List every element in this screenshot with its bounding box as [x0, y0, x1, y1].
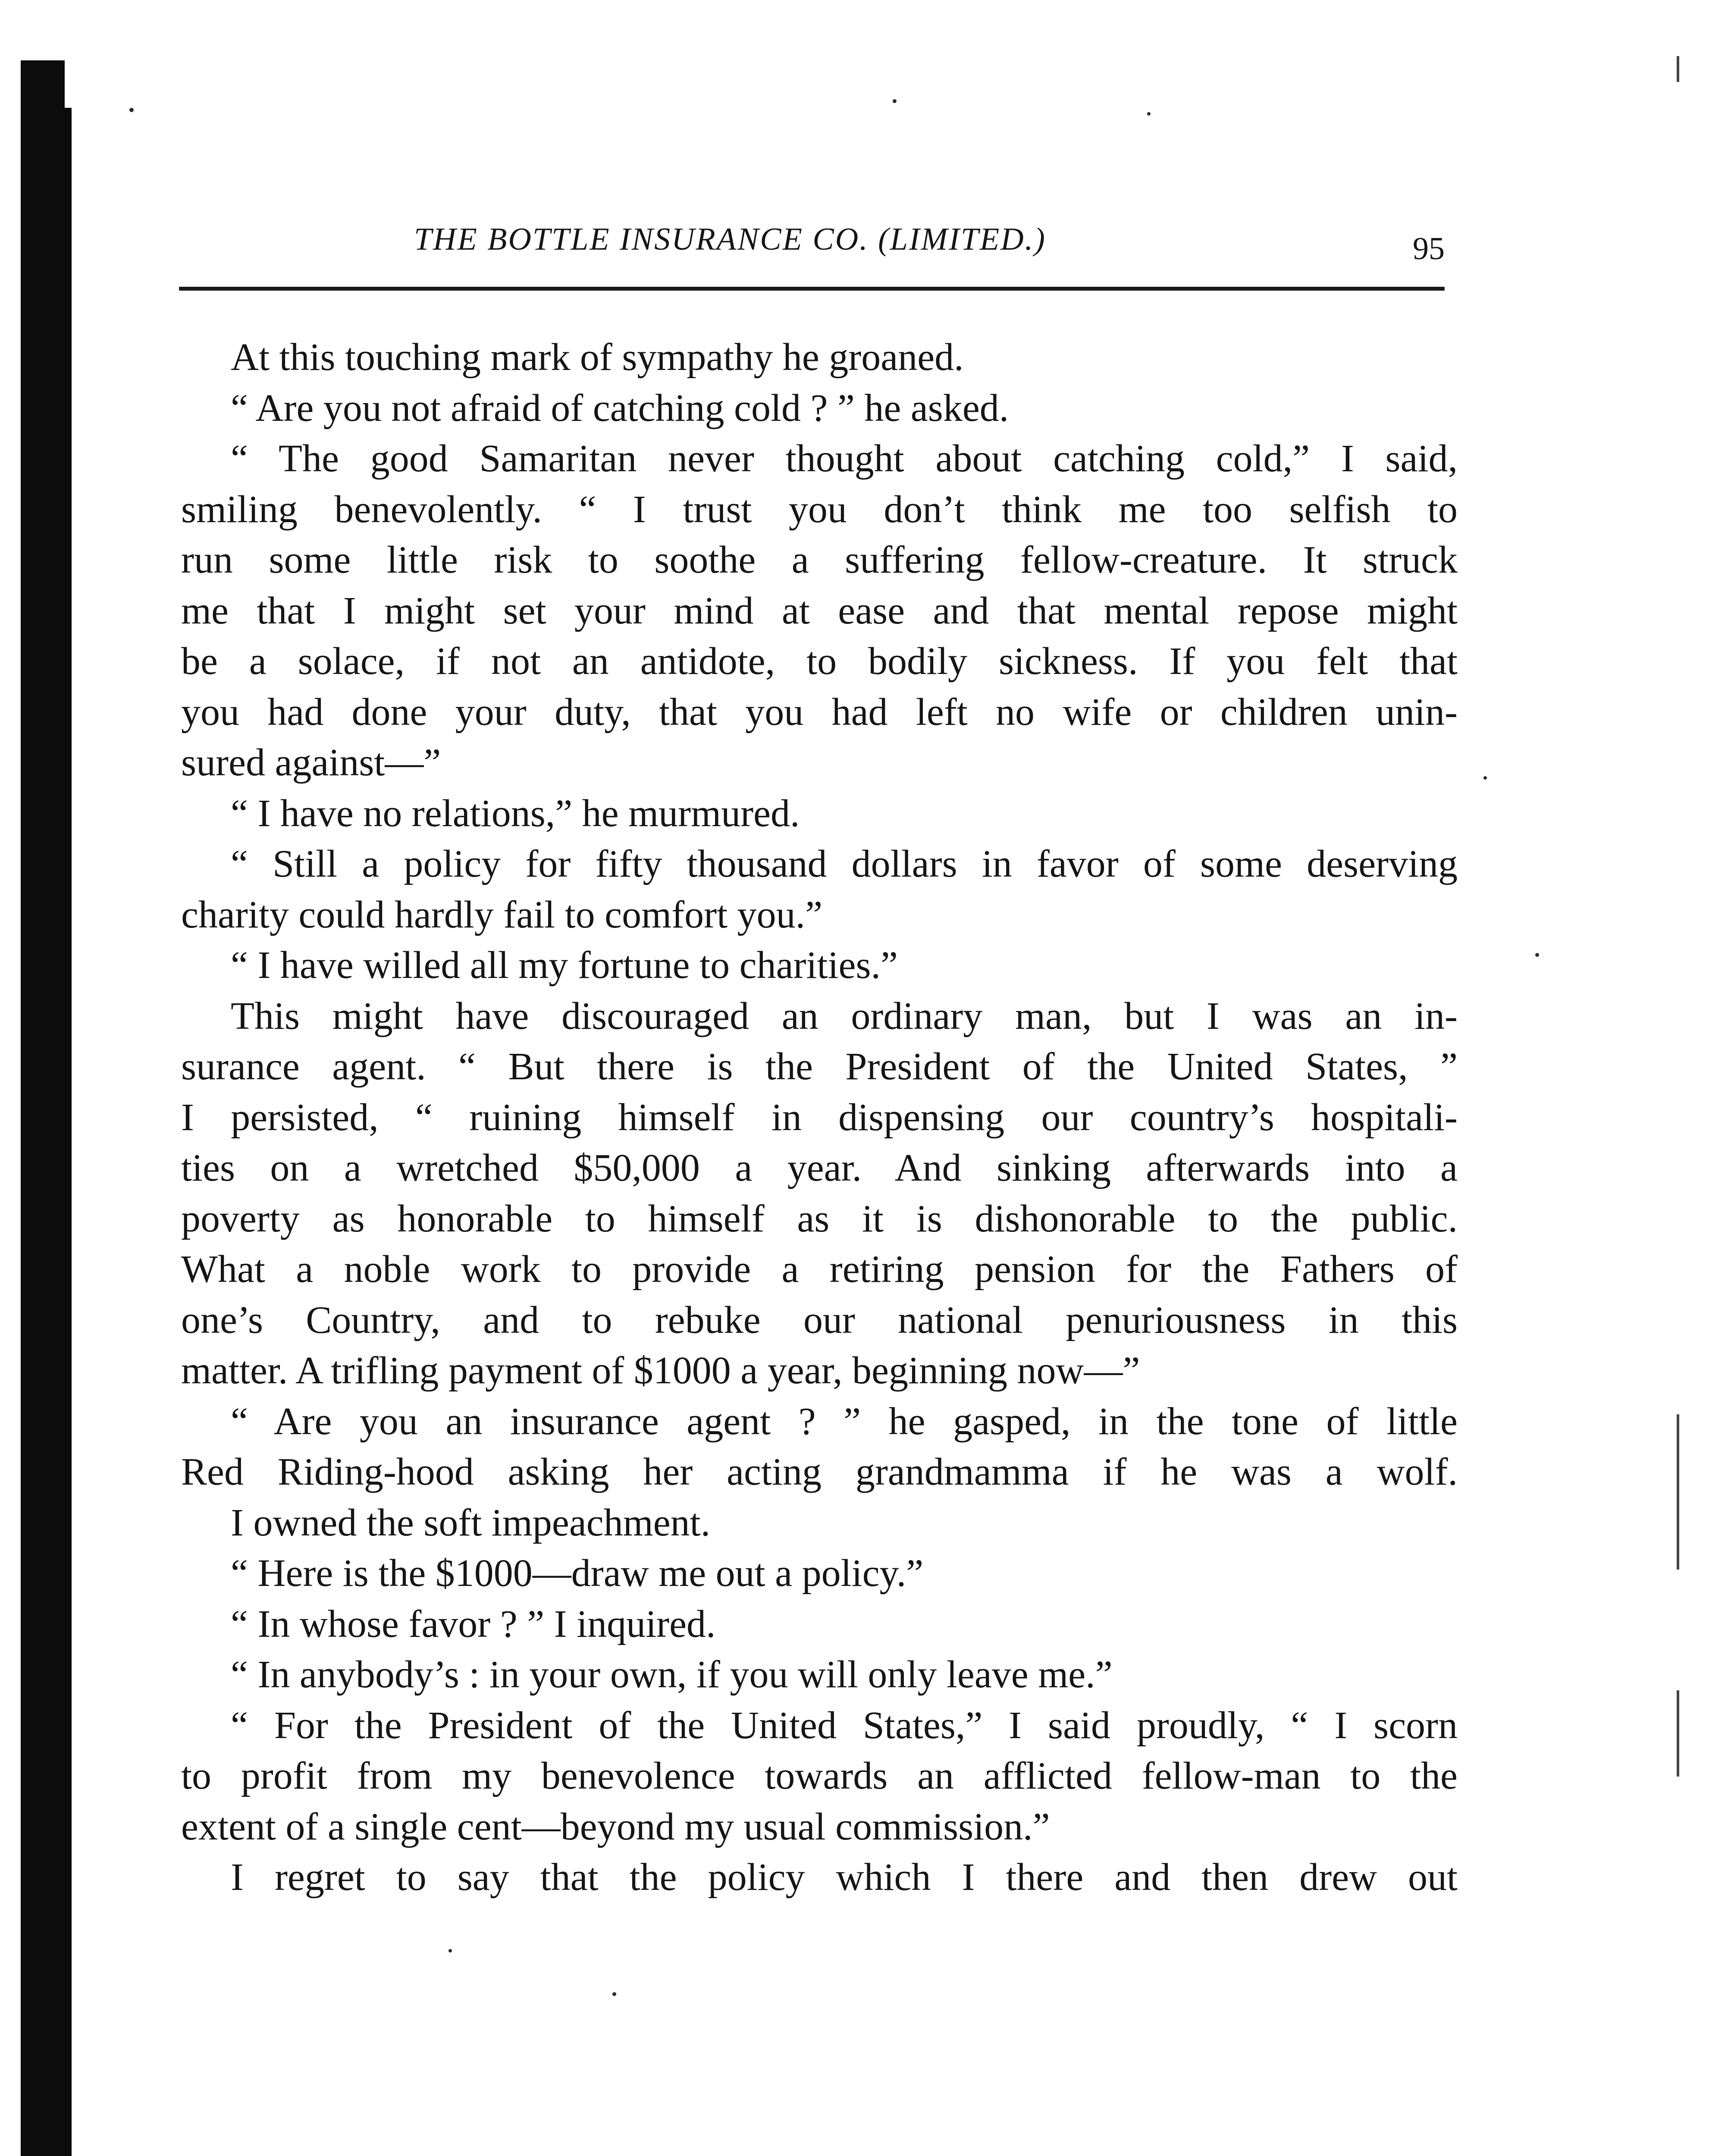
- scan-margin-mark: [1677, 1414, 1679, 1570]
- text-line: “ In anybody’s : in your own, if you will only leave me.”: [231, 1653, 1113, 1696]
- scan-speck: [129, 108, 134, 112]
- text-line: matter. A trifling payment of $1000 a year, beginning now—”: [181, 1349, 1140, 1392]
- text-line: smiling benevolently. “ I trust you don’t think me too selfish to: [181, 488, 1458, 531]
- text-line: “ Still a policy for fifty thousand dollars in favor of some deserving: [231, 843, 1458, 885]
- scan-speck: [612, 1992, 616, 1996]
- text-line: “ Here is the $1000—draw me out a policy.”: [231, 1552, 924, 1595]
- running-title: THE BOTTLE INSURANCE CO. (LIMITED.): [414, 222, 1046, 257]
- text-line: to profit from my benevolence towards an afflicted fellow-man to the: [181, 1755, 1458, 1797]
- text-line: surance agent. “ But there is the President of the United States, ”: [181, 1045, 1458, 1088]
- text-line: “ I have no relations,” he murmured.: [231, 792, 800, 835]
- header-rule: [179, 287, 1445, 291]
- scan-speck: [1483, 776, 1487, 780]
- text-line: “ In whose favor ? ” I inquired.: [231, 1602, 716, 1645]
- page-header: [172, 213, 1445, 278]
- scan-binding-edge: [21, 60, 72, 2156]
- scan-margin-mark: [1677, 1690, 1679, 1777]
- text-line: I persisted, “ ruining himself in dispensing our country’s hospitali-: [181, 1096, 1458, 1139]
- text-line: “ Are you an insurance agent ? ” he gasped, in the tone of little: [231, 1400, 1458, 1443]
- text-line: “ Are you not afraid of catching cold ? ” he asked.: [231, 386, 1009, 429]
- text-line: one’s Country, and to rebuke our national penuriousness in this: [181, 1298, 1458, 1341]
- text-line: What a noble work to provide a retiring pension for the Fathers of: [181, 1248, 1458, 1291]
- scan-margin-mark: [1677, 56, 1679, 82]
- text-line: me that I might set your mind at ease and that mental repose might: [181, 589, 1458, 632]
- text-line: At this touching mark of sympathy he groaned.: [231, 336, 964, 379]
- scan-speck: [448, 1949, 452, 1952]
- text-line: be a solace, if not an antidote, to bodily sickness. If you felt that: [181, 640, 1458, 683]
- text-line: “ For the President of the United States,” I said proudly, “ I scorn: [231, 1704, 1458, 1747]
- scan-speck: [1147, 112, 1151, 116]
- text-line: extent of a single cent—beyond my usual commission.”: [181, 1805, 1050, 1848]
- body-text: [181, 332, 1458, 1903]
- text-line: Red Riding-hood asking her acting grandmamma if he was a wolf.: [181, 1451, 1458, 1493]
- text-line: “ I have willed all my fortune to charities.”: [231, 944, 898, 987]
- text-line: ties on a wretched $50,000 a year. And sinking afterwards into a: [181, 1147, 1458, 1189]
- text-line: sured against—”: [181, 741, 441, 784]
- scan-speck: [1535, 953, 1539, 957]
- scan-binding-notch: [65, 60, 74, 108]
- text-line: poverty as honorable to himself as it is dishonorable to the public.: [181, 1197, 1458, 1240]
- page-number: 95: [1413, 231, 1445, 266]
- text-line: “ The good Samaritan never thought about catching cold,” I said,: [231, 437, 1458, 480]
- scan-speck: [893, 99, 897, 103]
- text-line: I regret to say that the policy which I there and then drew out: [231, 1856, 1458, 1899]
- text-line: charity could hardly fail to comfort you.”: [181, 893, 823, 936]
- text-line: you had done your duty, that you had left no wife or children unin-: [181, 690, 1458, 733]
- text-line: This might have discouraged an ordinary man, but I was an in-: [231, 994, 1458, 1037]
- text-line: run some little risk to soothe a suffering fellow-creature. It struck: [181, 539, 1458, 581]
- text-line: I owned the soft impeachment.: [231, 1501, 711, 1544]
